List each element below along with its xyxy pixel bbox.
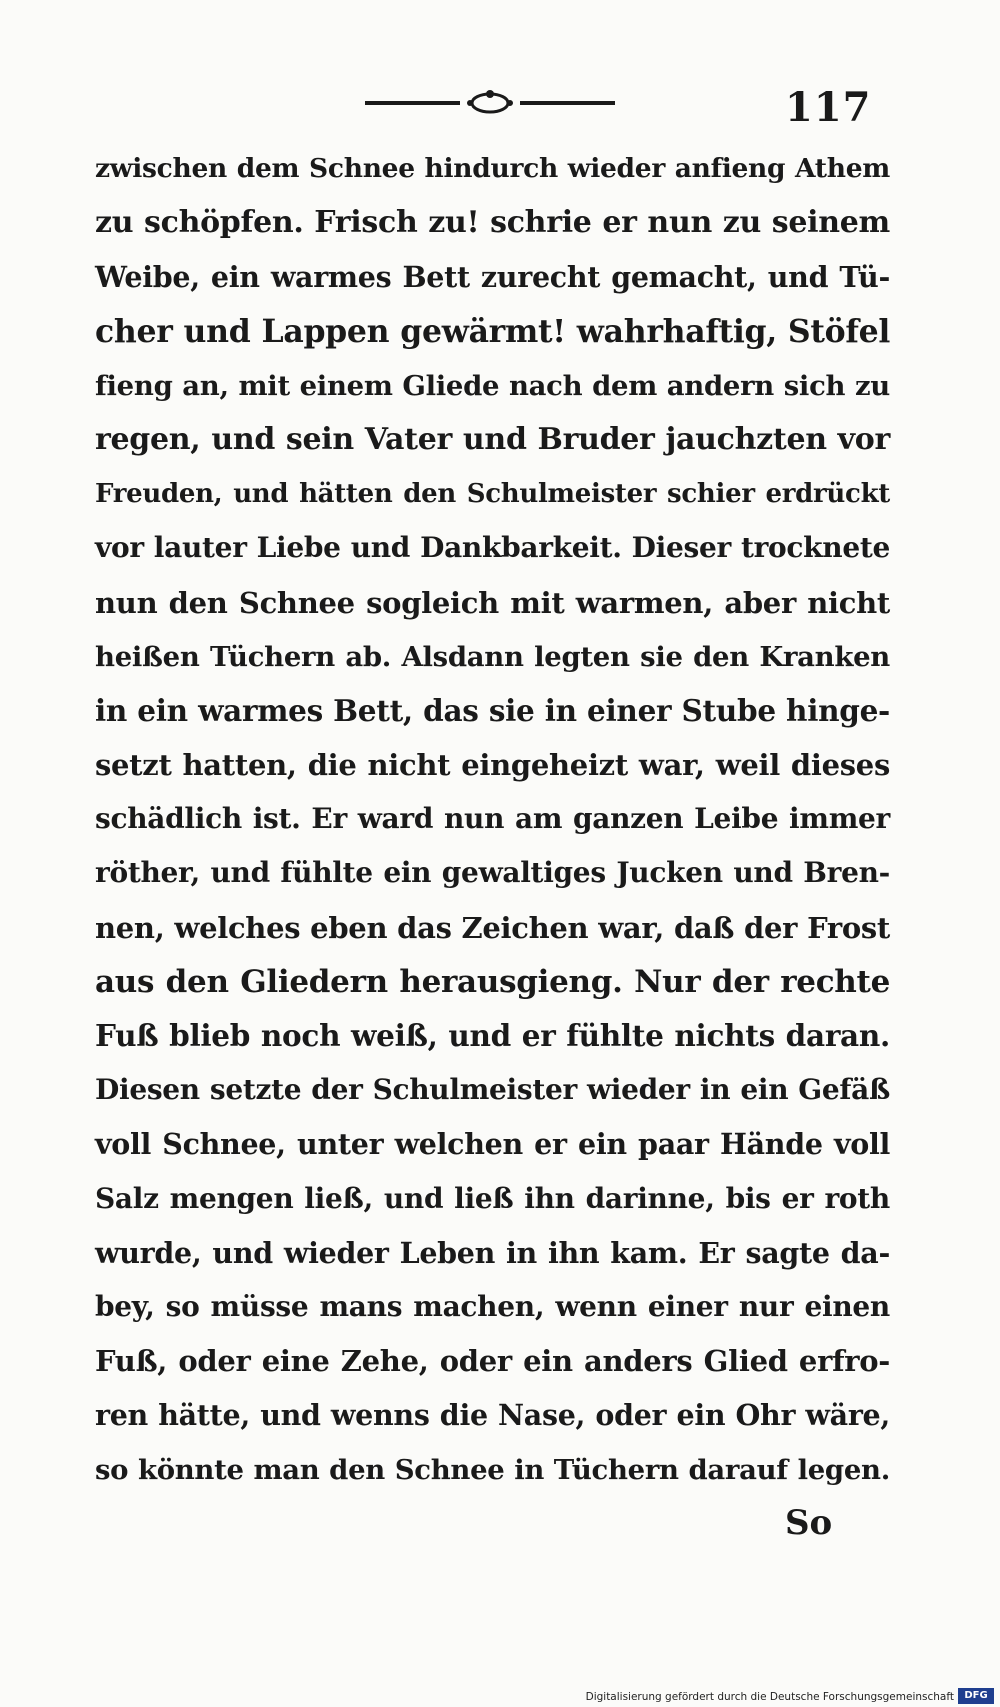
- text-line: zwischen dem Schnee hindurch wieder anfieng Athem: [95, 153, 890, 184]
- text-line: in ein warmes Bett, das sie in einer Stube hinge-: [95, 692, 890, 728]
- text-line: Salz mengen ließ, und ließ ihn darinne, bis er roth: [95, 1181, 890, 1215]
- text-line: cher und Lappen gewärmt! wahrhaftig, Stöfel: [95, 312, 890, 350]
- text-line: Diesen setzte der Schulmeister wieder in ein Gefäß: [95, 1073, 890, 1107]
- text-line: setzt hatten, die nicht eingeheizt war, weil dieses: [95, 748, 890, 783]
- footer: [0, 1683, 1000, 1707]
- text-line: röther, und fühlte ein gewaltiges Jucken und Bren-: [95, 856, 890, 890]
- text-line: Fuß blieb noch weiß, und er fühlte nichts daran.: [95, 1018, 890, 1053]
- body-text: [95, 142, 890, 1497]
- catchword: So: [785, 1503, 833, 1543]
- text-line: wurde, und wieder Leben in ihn kam. Er sagte da-: [95, 1235, 890, 1270]
- text-line: vor lauter Liebe und Dankbarkeit. Dieser trocknete: [95, 531, 890, 565]
- text-line: fieng an, mit einem Gliede nach dem andern sich zu: [95, 369, 890, 402]
- text-line: Freuden, und hätten den Schulmeister schier erdrückt: [95, 479, 890, 510]
- text-line: regen, und sein Vater und Bruder jauchzten vor: [95, 421, 890, 457]
- text-line: nun den Schnee sogleich mit warmen, aber nicht: [95, 585, 890, 620]
- dfg-logo: DFG: [958, 1688, 994, 1704]
- text-line: zu schöpfen. Frisch zu! schrie er nun zu seinem: [95, 205, 890, 241]
- text-line: ren hätte, und wenns die Nase, oder ein Ohr wäre,: [95, 1398, 890, 1433]
- text-line: Weibe, ein warmes Bett zurecht gemacht, und Tü-: [95, 260, 890, 295]
- text-line: so könnte man den Schnee in Tüchern darauf legen.: [95, 1453, 890, 1486]
- text-line: bey, so müsse mans machen, wenn einer nur einen: [95, 1289, 890, 1323]
- text-line: voll Schnee, unter welchen er ein paar Hände voll: [95, 1127, 890, 1162]
- page-number: 117: [785, 84, 872, 131]
- ornament-rule: [365, 88, 615, 118]
- text-line: Fuß, oder eine Zehe, oder ein anders Glied erfro-: [95, 1344, 890, 1379]
- text-line: heißen Tüchern ab. Alsdann legten sie den Kranken: [95, 640, 890, 673]
- digitization-credit: Digitalisierung gefördert durch die Deutsche Forschungsgemeinschaft: [585, 1691, 954, 1703]
- text-line: nen, welches eben das Zeichen war, daß der Frost: [95, 910, 890, 945]
- text-line: aus den Gliedern herausgieng. Nur der rechte: [95, 963, 890, 1000]
- text-line: schädlich ist. Er ward nun am ganzen Leibe immer: [95, 802, 890, 836]
